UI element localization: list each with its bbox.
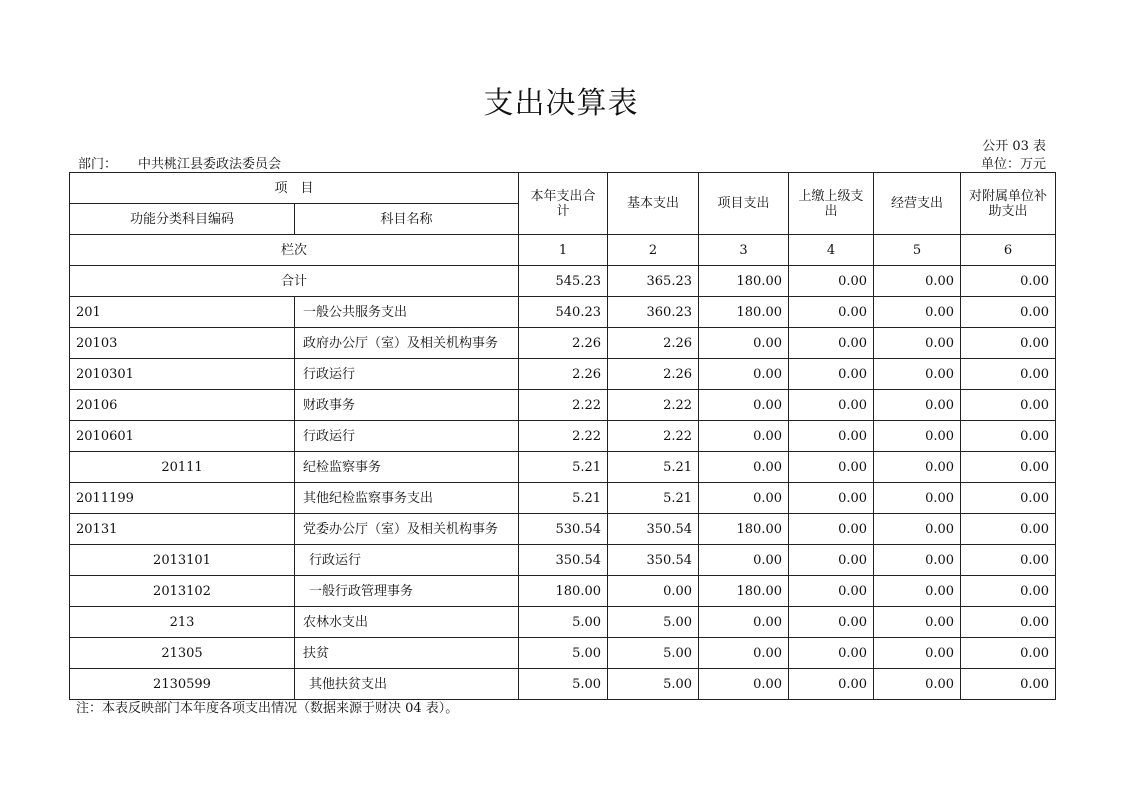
cell-value: 0.00 [874,607,961,638]
cell-value: 0.00 [699,483,789,514]
cell-value: 0.00 [789,669,874,700]
table-row [70,669,1056,700]
cell-value: 0.00 [789,483,874,514]
cell-value: 5.00 [519,669,608,700]
cell-value: 0.00 [789,452,874,483]
cell-value: 5.00 [519,638,608,669]
column-number: 5 [874,235,961,266]
column-number: 6 [961,235,1056,266]
cell-value: 350.54 [608,545,699,576]
subject-name: 一般公共服务支出 [295,297,519,328]
column-number: 4 [789,235,874,266]
cell-value: 0.00 [699,669,789,700]
column-number: 1 [519,235,608,266]
cell-value: 180.00 [699,576,789,607]
cell-value: 0.00 [961,514,1056,545]
cell-value: 180.00 [699,266,789,297]
cell-value: 0.00 [789,576,874,607]
unit-label: 单位：万元 [980,157,1046,172]
cell-value: 5.21 [608,483,699,514]
subject-code: 201 [70,297,295,328]
table-row [70,607,1056,638]
cell-value: 0.00 [789,421,874,452]
header-total-expense: 本年支出合计 [519,173,608,235]
cell-value: 0.00 [789,328,874,359]
cell-value: 0.00 [874,669,961,700]
subject-name: 其他扶贫支出 [295,669,519,700]
subject-name: 扶贫 [295,638,519,669]
cell-value: 0.00 [874,390,961,421]
cell-value: 540.23 [519,297,608,328]
cell-value: 0.00 [789,359,874,390]
subject-code: 20131 [70,514,295,545]
cell-value: 180.00 [519,576,608,607]
cell-value: 0.00 [699,390,789,421]
cell-value: 5.00 [608,638,699,669]
cell-value: 5.00 [608,669,699,700]
cell-value: 0.00 [961,483,1056,514]
header-basic-expense: 基本支出 [608,173,699,235]
cell-value: 5.21 [519,452,608,483]
footnote: 注：本表反映部门本年度各项支出情况（数据来源于财决 04 表）。 [76,701,459,716]
subject-name: 行政运行 [295,359,519,390]
table-row [70,390,1056,421]
header-subsidiary-subsidy: 对附属单位补助支出 [961,173,1056,235]
cell-value: 0.00 [874,266,961,297]
cell-value: 0.00 [961,297,1056,328]
department-label: 部门： [78,157,118,172]
header-item: 项 目 [70,173,519,204]
column-number: 3 [699,235,789,266]
cell-value: 0.00 [789,390,874,421]
cell-value: 0.00 [874,638,961,669]
subject-name: 行政运行 [295,545,519,576]
cell-value: 0.00 [874,514,961,545]
header-project-expense: 项目支出 [699,173,789,235]
page-title: 支出决算表 [483,86,639,121]
subject-code: 2130599 [70,669,295,700]
cell-value: 545.23 [519,266,608,297]
cell-value: 5.00 [519,607,608,638]
cell-value: 360.23 [608,297,699,328]
cell-value: 350.54 [519,545,608,576]
form-number: 公开 03 表 [982,139,1046,154]
cell-value: 0.00 [699,359,789,390]
cell-value: 2.26 [608,359,699,390]
subject-name: 纪检监察事务 [295,452,519,483]
subject-code: 2010601 [70,421,295,452]
subject-name: 农林水支出 [295,607,519,638]
cell-value: 0.00 [789,514,874,545]
subject-code: 20103 [70,328,295,359]
column-number: 2 [608,235,699,266]
subject-name: 其他纪检监察事务支出 [295,483,519,514]
cell-value: 350.54 [608,514,699,545]
total-row [70,266,1056,297]
header-name: 科目名称 [295,204,519,235]
header-code: 功能分类科目编码 [70,204,295,235]
cell-value: 530.54 [519,514,608,545]
cell-value: 0.00 [699,545,789,576]
cell-value: 0.00 [961,328,1056,359]
cell-value: 365.23 [608,266,699,297]
department-name: 中共桃江县委政法委员会 [138,157,282,172]
subject-name: 行政运行 [295,421,519,452]
cell-value: 2.22 [519,390,608,421]
cell-value: 5.21 [519,483,608,514]
cell-value: 0.00 [699,328,789,359]
cell-value: 0.00 [874,483,961,514]
table-row [70,545,1056,576]
cell-value: 0.00 [789,297,874,328]
subject-code: 2013102 [70,576,295,607]
cell-value: 0.00 [874,297,961,328]
table-row [70,359,1056,390]
cell-value: 0.00 [961,452,1056,483]
cell-value: 0.00 [699,452,789,483]
subject-name: 政府办公厅（室）及相关机构事务 [295,328,519,359]
table-row [70,421,1056,452]
cell-value: 0.00 [874,576,961,607]
cell-value: 0.00 [789,638,874,669]
table-row [70,452,1056,483]
cell-value: 0.00 [789,607,874,638]
table-row [70,638,1056,669]
subject-code: 2013101 [70,545,295,576]
subject-code: 20111 [70,452,295,483]
cell-value: 5.21 [608,452,699,483]
cell-value: 0.00 [789,545,874,576]
cell-value: 0.00 [961,607,1056,638]
cell-value: 0.00 [608,576,699,607]
cell-value: 0.00 [961,421,1056,452]
cell-value: 0.00 [961,576,1056,607]
header-remit-superior: 上缴上级支出 [789,173,874,235]
cell-value: 0.00 [961,266,1056,297]
cell-value: 0.00 [874,545,961,576]
subject-code: 213 [70,607,295,638]
cell-value: 2.26 [519,328,608,359]
cell-value: 0.00 [961,359,1056,390]
cell-value: 5.00 [608,607,699,638]
cell-value: 2.22 [519,421,608,452]
subject-code: 2010301 [70,359,295,390]
cell-value: 0.00 [699,638,789,669]
cell-value: 2.22 [608,421,699,452]
header-operating-expense: 经营支出 [874,173,961,235]
cell-value: 2.26 [519,359,608,390]
cell-value: 0.00 [874,452,961,483]
subject-name: 一般行政管理事务 [295,576,519,607]
cell-value: 0.00 [699,421,789,452]
cell-value: 180.00 [699,297,789,328]
expenditure-table [69,172,1056,700]
cell-value: 0.00 [874,359,961,390]
cell-value: 0.00 [961,638,1056,669]
subject-code: 20106 [70,390,295,421]
table-row [70,297,1056,328]
subject-name: 财政事务 [295,390,519,421]
subject-code: 2011199 [70,483,295,514]
subject-code: 21305 [70,638,295,669]
header-lanci: 栏次 [70,235,519,266]
table-row [70,576,1056,607]
total-label: 合计 [70,266,519,297]
cell-value: 0.00 [961,669,1056,700]
cell-value: 0.00 [961,390,1056,421]
cell-value: 0.00 [874,421,961,452]
table-row [70,514,1056,545]
cell-value: 180.00 [699,514,789,545]
table-row [70,483,1056,514]
cell-value: 0.00 [961,545,1056,576]
cell-value: 2.26 [608,328,699,359]
cell-value: 0.00 [699,607,789,638]
cell-value: 0.00 [789,266,874,297]
cell-value: 2.22 [608,390,699,421]
cell-value: 0.00 [874,328,961,359]
table-row [70,328,1056,359]
subject-name: 党委办公厅（室）及相关机构事务 [295,514,519,545]
